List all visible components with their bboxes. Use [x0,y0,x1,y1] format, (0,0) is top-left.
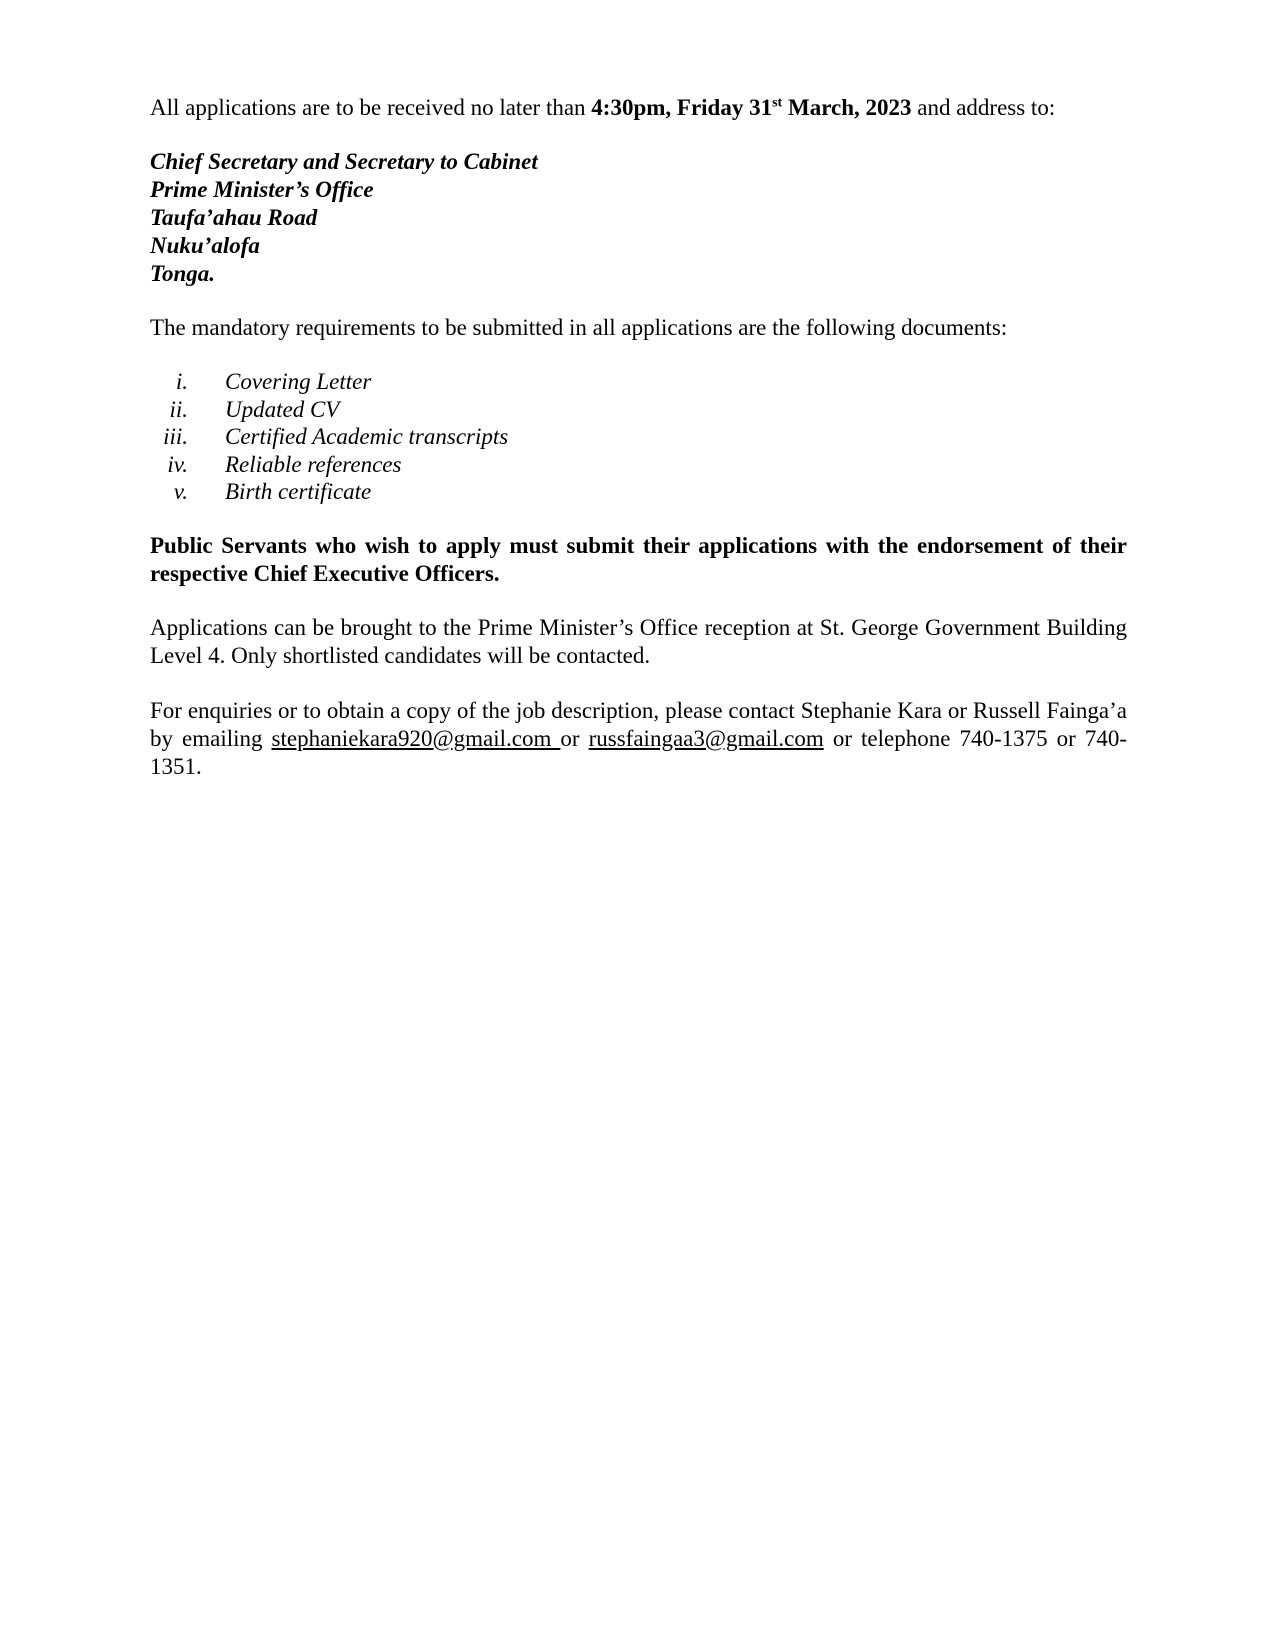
address-line: Nuku’alofa [150,233,260,258]
enquiries-lead: For enquiries or to obtain a copy of the job description, please contact Stephanie Kara or Russell Fainga’a by emailing [150,697,1127,751]
address-line: Chief Secretary and Secretary to Cabinet [150,149,538,174]
address-line: Prime Minister’s Office [150,177,374,202]
submission-location-paragraph: Applications can be brought to the Prime Minister’s Office reception at St. George Government Building Level 4. Only shortlisted candidates will be contacted. [150,614,1127,668]
email-link-russell[interactable]: russfaingaa3@gmail.com [588,725,824,751]
public-servants-notice: Public Servants who wish to apply must submit their applications with the endorsement of their respective Chief Executive Officers. [150,532,1127,586]
address-line: Tonga. [150,261,215,286]
requirements-intro: The mandatory requirements to be submitted in all applications are the following documents: [150,315,1008,340]
enquiries-tail: or telephone 740-1375 or 740-1351. [150,725,1127,779]
deadline-lead: All applications are to be received no later than [150,95,592,120]
list-item-text: Updated CV [225,396,340,422]
email-link-stephanie[interactable]: stephaniekara920@gmail.com [271,725,561,751]
list-item [150,396,1127,424]
deadline-tail: and address to: [911,95,1056,120]
list-item [150,478,1127,506]
list-item-text: Certified Academic transcripts [225,424,509,449]
list-item-number: ii. [169,396,188,422]
list-item-number: v. [173,479,188,504]
list-item-text: Birth certificate [225,479,372,504]
deadline-date [591,95,911,120]
list-item-text: Covering Letter [225,369,372,394]
document-page [150,94,1127,781]
list-item [150,368,1127,396]
deadline-time-day: 4:30pm, Friday 31 [591,95,773,120]
requirements-list [150,368,1127,506]
list-item-number: iv. [167,451,188,477]
list-item [150,423,1127,451]
address-line: Taufa’ahau Road [150,205,318,230]
list-item-number: iii. [163,424,188,449]
deadline-month-year: March, 2023 [782,95,912,120]
list-item-number: i. [175,369,188,394]
deadline-paragraph [150,94,1127,122]
deadline-ordinal-suffix: st [772,95,783,111]
enquiries-paragraph [150,697,1127,781]
list-item-text: Reliable references [225,451,402,477]
enquiries-mid: or [560,725,589,751]
mailing-address [150,148,1127,288]
list-item [150,451,1127,479]
